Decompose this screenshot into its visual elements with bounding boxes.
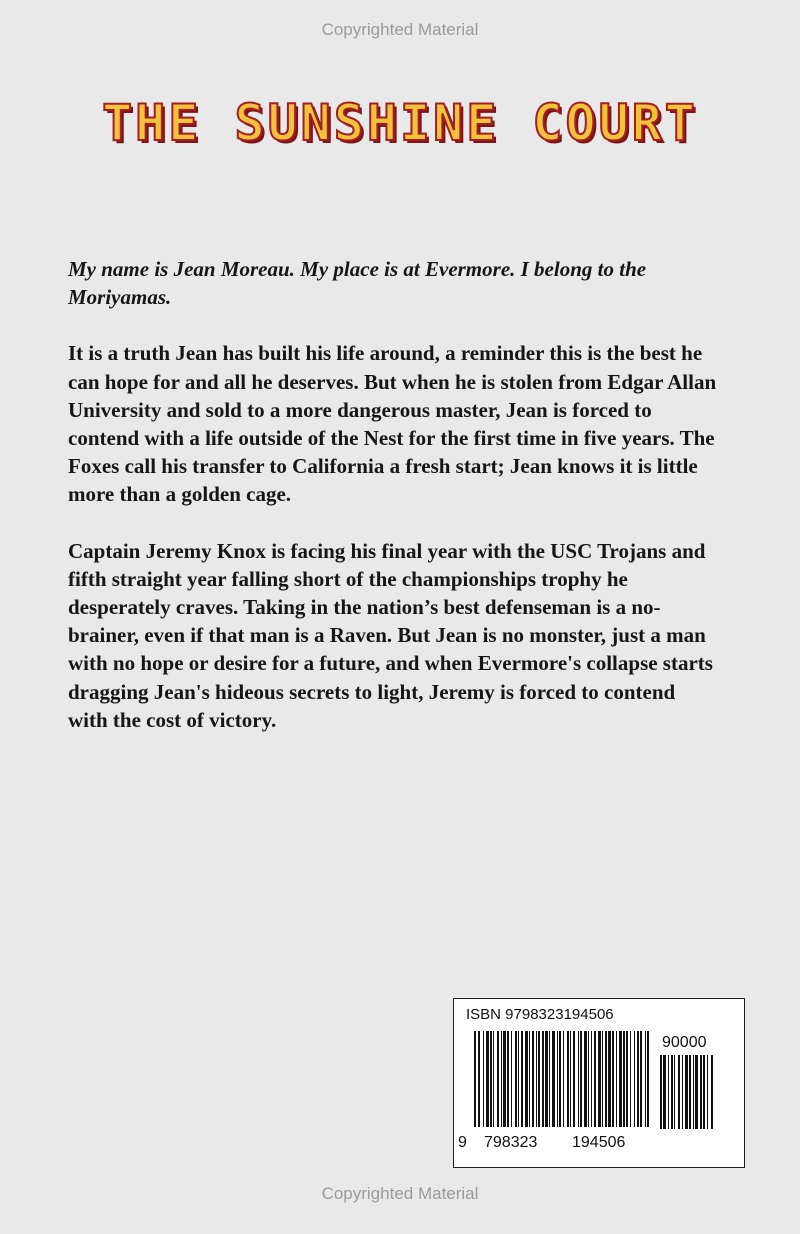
barcode-bar: [630, 1031, 631, 1127]
barcode-bar: [578, 1031, 579, 1127]
barcode-bar: [602, 1031, 603, 1127]
barcode-bar: [605, 1031, 607, 1127]
barcode-bar: [490, 1031, 492, 1127]
barcode-bar: [529, 1031, 530, 1127]
barcode-bar: [711, 1055, 713, 1129]
barcode-bar: [623, 1031, 625, 1127]
isbn-label: ISBN 9798323194506: [466, 1006, 614, 1023]
barcode-bar: [515, 1031, 517, 1127]
barcode-bar: [668, 1055, 669, 1129]
barcode-bar: [634, 1031, 635, 1127]
barcode-digits: [454, 1134, 664, 1156]
barcode-bar: [594, 1031, 596, 1127]
barcode-bar: [557, 1031, 558, 1127]
barcode-bar: [538, 1031, 540, 1127]
barcode-bar: [671, 1055, 673, 1129]
barcode-bar: [483, 1031, 484, 1127]
barcode-bar: [552, 1031, 555, 1127]
barcode-bar: [570, 1031, 571, 1127]
barcode-bar: [626, 1031, 628, 1127]
barcode-bar: [493, 1031, 494, 1127]
barcode-bar: [511, 1031, 512, 1127]
barcode-bar: [532, 1031, 534, 1127]
barcode-bar: [559, 1031, 561, 1127]
barcode-digits-group-1: 798323: [484, 1134, 538, 1151]
book-title: THE SUNSHINE COURT: [102, 94, 698, 152]
barcode-bar: [573, 1031, 575, 1127]
barcode-bar: [598, 1031, 601, 1127]
barcode-bar: [645, 1031, 646, 1127]
barcode-bar: [518, 1031, 519, 1127]
barcode-bar: [507, 1031, 509, 1127]
barcode-bar: [542, 1031, 544, 1127]
barcode-bar: [563, 1031, 564, 1127]
barcode-digits-group-2: 194506: [572, 1134, 626, 1151]
blurb-paragraph-2: Captain Jeremy Knox is facing his final year with the USC Trojans and fifth straight year falling short of the championships trophy he desperately craves. Taking in the nation’s best defenseman is a no-brainer, even if that man is a Raven. But Jean is no monster, just a man with no hope or desire for a future, and when Evermore's collapse starts dragging Jean's hideous secrets to light, Jeremy is forced to contend with the cost of victory.: [68, 538, 713, 732]
barcode-bar: [647, 1031, 649, 1127]
barcode-bar: [640, 1031, 642, 1127]
blurb-paragraph-1: It is a truth Jean has built his life around, a reminder this is the best he can hope for and all he deserves. But when he is stolen from Edgar Allan University and sold to a more dangerous master, Jean is forced to contend with a life outside of the Nest for the first time in five years. The Foxes call his transfer to California a fresh start; Jean knows it is little more than a golden cage.: [68, 341, 717, 507]
barcode-bar: [619, 1031, 622, 1127]
barcode-bar: [693, 1055, 694, 1129]
barcode-bar: [503, 1031, 506, 1127]
isbn-barcode-box: [453, 998, 745, 1168]
barcode-bar: [682, 1055, 683, 1129]
barcode-bar: [580, 1031, 582, 1127]
blurb-intro: My name is Jean Moreau. My place is at Evermore. I belong to the Moriyamas.: [68, 257, 647, 310]
barcode-bar: [616, 1031, 617, 1127]
barcode-bar: [678, 1055, 680, 1129]
barcode-bar: [637, 1031, 639, 1127]
barcode-bar: [707, 1055, 708, 1129]
barcode-bar: [549, 1031, 550, 1127]
barcode-bar: [591, 1031, 592, 1127]
barcode-bar: [685, 1055, 688, 1129]
barcode-bar: [525, 1031, 528, 1127]
barcode-bar: [674, 1055, 675, 1129]
price-code: 90000: [662, 1034, 707, 1051]
back-cover-blurb: [68, 255, 718, 762]
barcode-bar: [474, 1031, 476, 1127]
barcode-bar: [567, 1031, 569, 1127]
copyright-watermark-top: Copyrighted Material: [321, 20, 479, 39]
barcode-bar: [521, 1031, 523, 1127]
barcode-bar: [497, 1031, 499, 1127]
barcode-digit-lead: 9: [458, 1134, 467, 1151]
barcode-bar: [536, 1031, 537, 1127]
ean-barcode: [474, 1031, 660, 1135]
barcode-bar: [588, 1031, 589, 1127]
barcode-bar: [660, 1055, 662, 1129]
barcode-bar: [486, 1031, 489, 1127]
barcode-bar: [545, 1031, 548, 1127]
barcode-bar: [703, 1055, 705, 1129]
barcode-bar: [663, 1055, 666, 1129]
addon-barcode: [660, 1055, 730, 1159]
barcode-bar: [695, 1055, 698, 1129]
barcode-bar: [689, 1055, 691, 1129]
barcode-bar: [608, 1031, 611, 1127]
barcode-bar: [584, 1031, 587, 1127]
barcode-bar: [612, 1031, 614, 1127]
barcode-bar: [478, 1031, 480, 1127]
barcode-bar: [501, 1031, 502, 1127]
barcode-bar: [700, 1055, 702, 1129]
copyright-watermark-bottom: Copyrighted Material: [321, 1184, 479, 1203]
